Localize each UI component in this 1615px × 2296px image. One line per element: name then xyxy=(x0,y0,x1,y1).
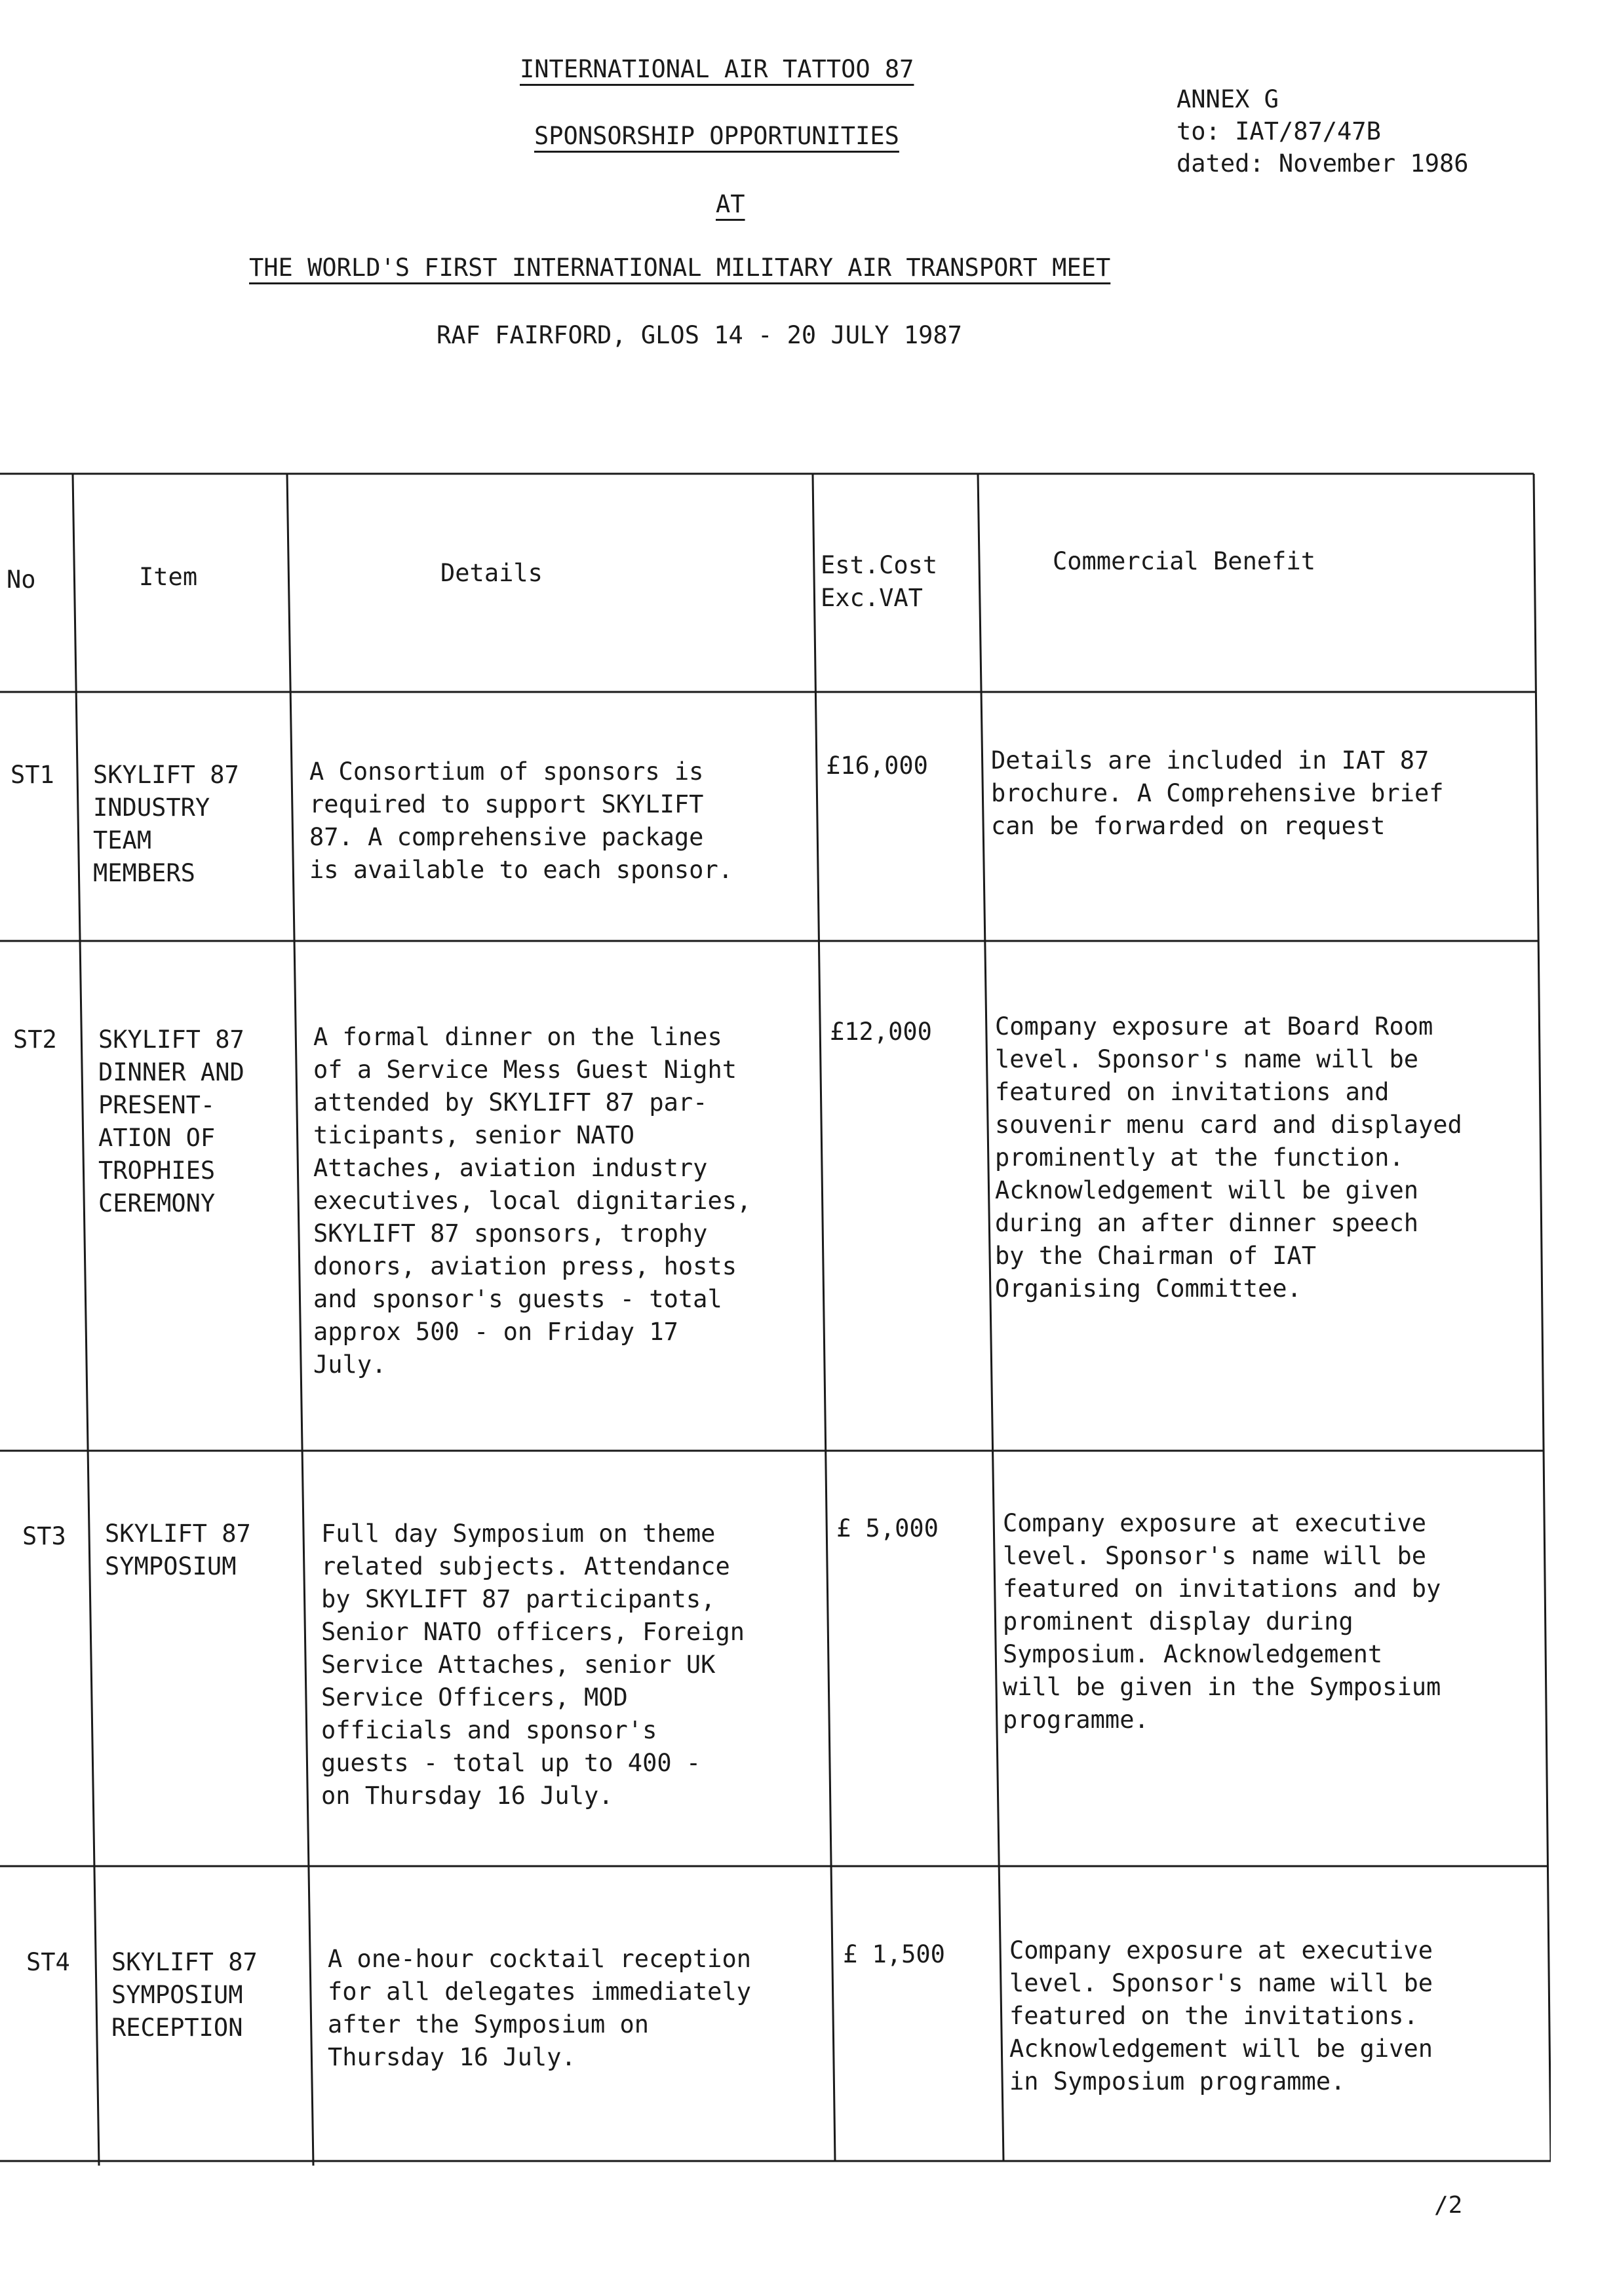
row-st4-benefit xyxy=(1009,1934,1433,2098)
row-st4-benefit-line: in Symposium programme. xyxy=(1009,2067,1346,2095)
row-st1-details-line: required to support SKYLIFT xyxy=(309,790,704,818)
row-st2-benefit-line: prominently at the function. xyxy=(995,1143,1404,1172)
column-header-cost-line2: Exc.VAT xyxy=(821,584,923,612)
row-st1-item-line: SKYLIFT 87 xyxy=(93,761,239,789)
row-st3-details-line: officials and sponsor's xyxy=(321,1716,657,1744)
row-st3-details-line: related subjects. Attendance xyxy=(321,1552,730,1580)
row-st4-details-line: Thursday 16 July. xyxy=(328,2043,576,2071)
annex-date: dated: November 1986 xyxy=(1177,149,1469,178)
row-st3-benefit-line: Symposium. Acknowledgement xyxy=(1003,1640,1383,1668)
row-st3-details-line: guests - total up to 400 - xyxy=(321,1749,701,1777)
row-st2-item xyxy=(98,1024,244,1220)
row-st2-details-line: attended by SKYLIFT 87 par- xyxy=(313,1088,708,1117)
row-st2-benefit-line: souvenir menu card and displayed xyxy=(995,1111,1462,1139)
column-header-cost-line1: Est.Cost xyxy=(821,551,938,579)
row-st3-benefit-line: will be given in the Symposium xyxy=(1003,1673,1441,1701)
annex-reference xyxy=(1177,83,1469,180)
row-st4-no: ST4 xyxy=(26,1948,70,1976)
row-st2-details-line: approx 500 - on Friday 17 xyxy=(313,1318,678,1346)
row-st2-benefit-line: during an after dinner speech xyxy=(995,1209,1419,1237)
row-st1-item xyxy=(93,759,239,890)
row-st3-details-line: by SKYLIFT 87 participants, xyxy=(321,1585,716,1613)
row-st2-item-line: DINNER AND xyxy=(98,1058,244,1086)
event-location-dates: RAF FAIRFORD, GLOS 14 - 20 JULY 1987 xyxy=(437,321,962,349)
row-st3-cost: £ 5,000 xyxy=(836,1514,939,1542)
row-st4-benefit-line: level. Sponsor's name will be xyxy=(1009,1969,1433,1997)
row-st1-benefit xyxy=(991,744,1444,843)
row-st2-item-line: TROPHIES xyxy=(98,1157,216,1185)
row-st3-benefit-line: programme. xyxy=(1003,1706,1149,1734)
annex-document-ref: to: IAT/87/47B xyxy=(1177,117,1381,145)
row-st4-item-line: SYMPOSIUM xyxy=(111,1981,243,2009)
annex-label: ANNEX G xyxy=(1177,85,1279,113)
row-st3-item-line: SYMPOSIUM xyxy=(105,1552,237,1580)
row-st1-details-line: is available to each sponsor. xyxy=(309,856,733,884)
event-title: THE WORLD'S FIRST INTERNATIONAL MILITARY AIR TRANSPORT MEET xyxy=(249,254,1111,282)
row-st3-item-line: SKYLIFT 87 xyxy=(105,1520,251,1548)
row-st1-details-line: 87. A comprehensive package xyxy=(309,823,704,851)
row-st1-benefit-line: Details are included in IAT 87 xyxy=(991,746,1430,775)
row-st1-details-line: A Consortium of sponsors is xyxy=(309,757,704,786)
column-header-details: Details xyxy=(440,559,543,587)
row-st3-details-line: Service Officers, MOD xyxy=(321,1683,628,1712)
row-st2-item-line: ATION OF xyxy=(98,1124,216,1152)
row-st2-benefit-line: by the Chairman of IAT xyxy=(995,1242,1317,1270)
row-st2-item-line: PRESENT- xyxy=(98,1091,216,1119)
row-st4-benefit-line: featured on the invitations. xyxy=(1009,2002,1418,2030)
row-st1-cost: £16,000 xyxy=(826,752,928,780)
document-at-line: AT xyxy=(716,190,745,218)
document-title: INTERNATIONAL AIR TATTOO 87 xyxy=(520,55,914,83)
column-header-benefit: Commercial Benefit xyxy=(1053,547,1315,575)
row-st1-details xyxy=(309,756,733,887)
column-header-no: No xyxy=(7,565,36,594)
row-st3-details-line: on Thursday 16 July. xyxy=(321,1782,613,1810)
row-st1-item-line: MEMBERS xyxy=(93,859,195,887)
row-st2-details-line: Attaches, aviation industry xyxy=(313,1154,708,1182)
row-st3-benefit-line: featured on invitations and by xyxy=(1003,1575,1441,1603)
row-st1-benefit-line: can be forwarded on request xyxy=(991,812,1386,840)
row-st3-details-line: Service Attaches, senior UK xyxy=(321,1651,716,1679)
row-st3-details xyxy=(321,1518,745,1812)
row-st3-details-line: Full day Symposium on theme xyxy=(321,1520,716,1548)
row-st3-benefit-line: Company exposure at executive xyxy=(1003,1509,1427,1537)
row-st4-details xyxy=(328,1943,751,2074)
row-st2-details-line: of a Service Mess Guest Night xyxy=(313,1056,737,1084)
row-st4-item-line: SKYLIFT 87 xyxy=(111,1948,258,1976)
row-st3-no: ST3 xyxy=(22,1522,66,1550)
row-st3-item xyxy=(105,1518,251,1583)
row-st1-benefit-line: brochure. A Comprehensive brief xyxy=(991,779,1444,807)
row-st3-benefit-line: level. Sponsor's name will be xyxy=(1003,1542,1427,1570)
document-subtitle: SPONSORSHIP OPPORTUNITIES xyxy=(534,122,899,150)
row-st2-details-line: and sponsor's guests - total xyxy=(313,1285,722,1313)
row-st2-details-line: July. xyxy=(313,1350,387,1379)
row-st2-details-line: executives, local dignitaries, xyxy=(313,1187,752,1215)
row-st3-details-line: Senior NATO officers, Foreign xyxy=(321,1618,745,1646)
sponsorship-table xyxy=(0,472,1551,2166)
table-grid-lines xyxy=(0,472,1551,2166)
page-number: /2 xyxy=(1434,2192,1463,2219)
row-st2-no: ST2 xyxy=(13,1025,57,1054)
row-st1-item-line: TEAM xyxy=(93,826,152,854)
row-st2-cost: £12,000 xyxy=(830,1018,932,1046)
row-st2-details-line: ticipants, senior NATO xyxy=(313,1121,635,1149)
column-header-cost xyxy=(821,549,937,615)
row-st2-benefit xyxy=(995,1010,1462,1305)
row-st4-benefit-line: Acknowledgement will be given xyxy=(1009,2035,1433,2063)
row-st2-benefit-line: Acknowledgement will be given xyxy=(995,1176,1419,1204)
row-st2-details xyxy=(313,1021,751,1381)
row-st4-details-line: after the Symposium on xyxy=(328,2010,650,2038)
row-st4-cost: £ 1,500 xyxy=(843,1940,945,1968)
row-st3-benefit xyxy=(1003,1507,1441,1736)
row-st2-item-line: CEREMONY xyxy=(98,1189,216,1217)
row-st4-details-line: A one-hour cocktail reception xyxy=(328,1945,752,1973)
column-header-item: Item xyxy=(139,563,198,591)
row-st2-benefit-line: level. Sponsor's name will be xyxy=(995,1045,1419,1073)
row-st2-details-line: A formal dinner on the lines xyxy=(313,1023,722,1051)
row-st2-item-line: SKYLIFT 87 xyxy=(98,1025,244,1054)
row-st3-benefit-line: prominent display during xyxy=(1003,1607,1353,1636)
row-st4-item-line: RECEPTION xyxy=(111,2014,243,2042)
row-st4-item xyxy=(111,1946,258,2044)
row-st2-benefit-line: Organising Committee. xyxy=(995,1274,1302,1303)
row-st1-item-line: INDUSTRY xyxy=(93,794,210,822)
row-st4-details-line: for all delegates immediately xyxy=(328,1978,752,2006)
row-st2-details-line: donors, aviation press, hosts xyxy=(313,1252,737,1280)
row-st1-no: ST1 xyxy=(10,761,54,789)
row-st2-benefit-line: featured on invitations and xyxy=(995,1078,1390,1106)
row-st4-benefit-line: Company exposure at executive xyxy=(1009,1936,1433,1964)
row-st2-benefit-line: Company exposure at Board Room xyxy=(995,1012,1433,1041)
row-st2-details-line: SKYLIFT 87 sponsors, trophy xyxy=(313,1219,708,1248)
